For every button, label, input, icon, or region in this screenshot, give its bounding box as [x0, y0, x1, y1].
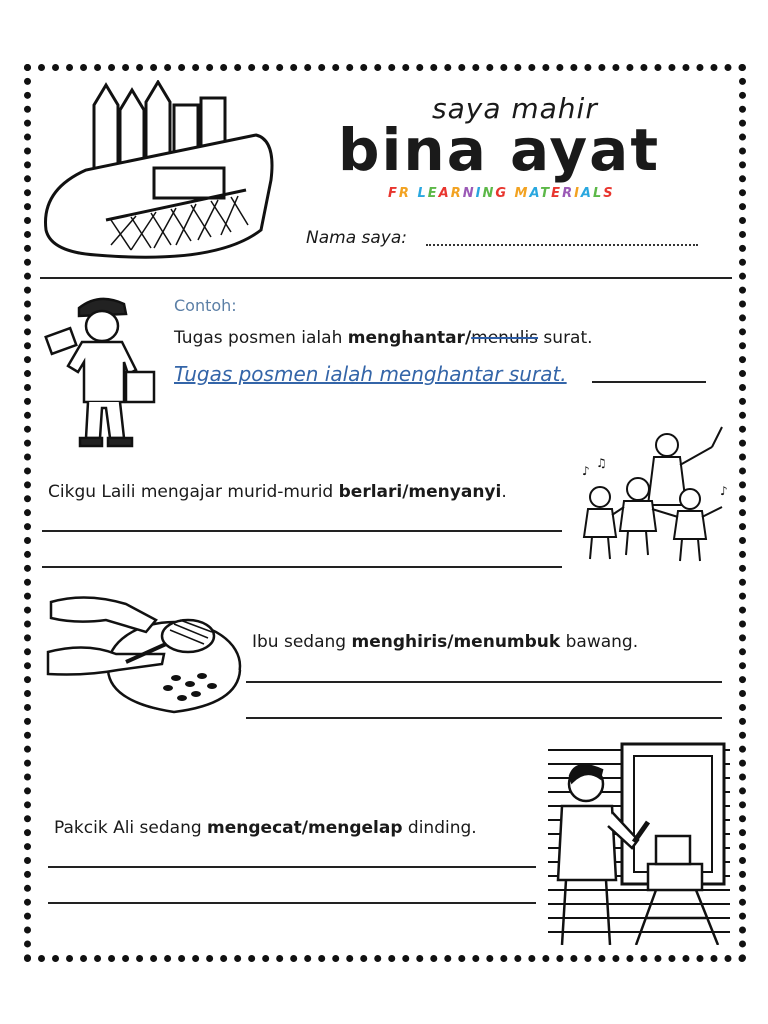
example-label: Contoh: — [174, 296, 237, 315]
question-2-sentence: Ibu sedang menghiris/menumbuk bawang. — [252, 632, 639, 652]
question-2-answer-line-1[interactable] — [246, 681, 722, 683]
question-3-answer-line-1[interactable] — [48, 866, 536, 868]
worksheet-subtitle: saya mahir — [432, 92, 598, 125]
pencil-case-illustration — [36, 80, 281, 265]
example-answer-line — [592, 381, 706, 383]
svg-text:♪: ♪ — [582, 464, 590, 478]
brand-label: FR LEARNING MATERIALS — [388, 186, 615, 201]
struck-option: menulis — [471, 328, 539, 348]
painter-illustration — [546, 740, 730, 945]
question-3-answer-line-2[interactable] — [48, 902, 536, 904]
name-label: Nama saya: — [306, 228, 407, 248]
question-3-sentence: Pakcik Ali sedang mengecat/mengelap dinding. — [54, 818, 477, 838]
example-sentence: Tugas posmen ialah menghantar/menulis surat. — [174, 328, 593, 348]
question-2-answer-line-2[interactable] — [246, 717, 722, 719]
question-1-answer-line-1[interactable] — [42, 530, 562, 532]
question-1-sentence: Cikgu Laili mengajar murid-murid berlari/menyanyi. — [48, 482, 507, 502]
example-answer: Tugas posmen ialah menghantar surat. — [174, 362, 567, 386]
svg-text:♫: ♫ — [596, 456, 607, 470]
header-divider — [40, 277, 732, 279]
teacher-children-illustration — [572, 425, 737, 570]
svg-text:♪: ♪ — [720, 484, 728, 498]
postman-illustration — [44, 290, 164, 455]
worksheet-title: bina ayat — [338, 116, 661, 184]
slicing-onion-illustration — [46, 584, 242, 719]
name-input-line[interactable] — [426, 244, 698, 246]
question-1-answer-line-2[interactable] — [42, 566, 562, 568]
